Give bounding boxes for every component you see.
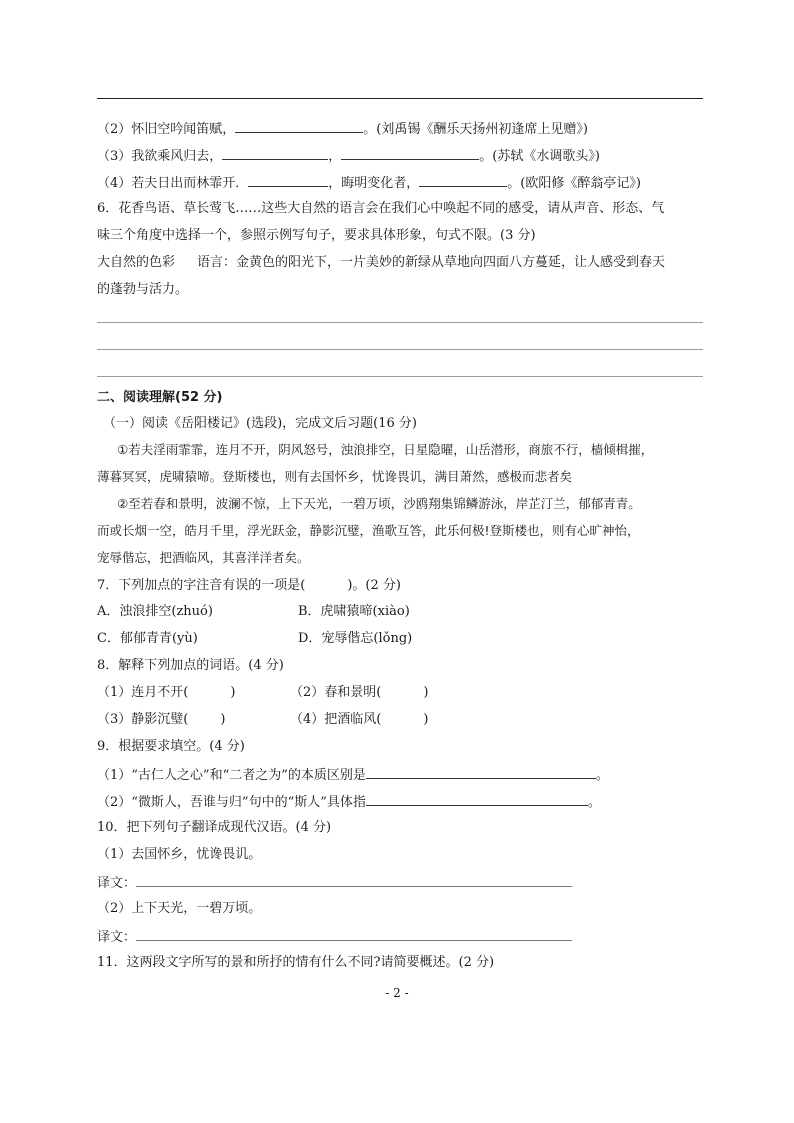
answer-blank[interactable]: [222, 145, 328, 160]
section-2-heading: 二、阅读理解(52 分): [97, 390, 223, 405]
q7-stem: 7．下列加点的字注音有误的一项是( )。(2 分): [97, 578, 401, 593]
q7-option-c: C．郁郁青青(yù): [97, 631, 198, 646]
answer-blank[interactable]: [248, 172, 328, 187]
q9-item-1: （1）“古仁人之心”和“二者之为”的本质区别是 。: [97, 764, 609, 786]
passage-p2-line-2: 而或长烟一空，皓月千里，浮光跃金，静影沉璧，渔歌互答，此乐何极!登斯楼也，则有心旷神怡，: [97, 523, 640, 538]
passage-p2-line-3: 宠辱偕忘，把酒临风，其喜洋洋者矣。: [97, 550, 310, 565]
q10-sentence-1: （1）去国怀乡，忧谗畏讥。: [97, 847, 262, 862]
answer-blank[interactable]: [235, 118, 363, 133]
q5-line-4: （4）若夫日出而林霏开． ，晦明变化者， 。(欧阳修《醉翁亭记》): [97, 172, 641, 194]
answer-blank[interactable]: [366, 791, 588, 806]
q9-stem: 9．根据要求填空。(4 分): [97, 739, 245, 754]
q6-stem-line-1: 6．花香鸟语、草长莺飞……这些大自然的语言会在我们心中唤起不同的感受，请从声音、形态、气: [97, 201, 665, 216]
q10-stem: 10．把下列句子翻译成现代汉语。(4 分): [97, 820, 332, 835]
answer-blank[interactable]: [419, 172, 507, 187]
answer-blank[interactable]: [341, 145, 479, 160]
answer-line[interactable]: [97, 349, 703, 350]
reading-1-intro: （一）阅读《岳阳楼记》(选段)，完成文后习题(16 分): [103, 416, 417, 431]
header-rule: [97, 98, 703, 99]
q8-item-1: （1）连月不开( ): [97, 685, 236, 700]
q8-item-3: （3）静影沉璧( ): [97, 712, 226, 727]
passage-p1-line-2: 薄暮冥冥，虎啸猿啼。登斯楼也，则有去国怀乡，忧谗畏讥，满目萧然，感极而悲者矣: [97, 469, 573, 484]
q11-stem: 11．这两段文字所写的景和所抒的情有什么不同?请简要概述。(2 分): [97, 955, 495, 970]
answer-line[interactable]: [97, 322, 703, 323]
page-number: - 2 -: [385, 986, 409, 1000]
q7-option-b: B．虎啸猿啼(xiào): [298, 604, 410, 619]
answer-blank[interactable]: [366, 764, 596, 779]
q10-sentence-2: （2）上下天光，一碧万顷。: [97, 901, 262, 916]
translation-line[interactable]: [136, 872, 572, 887]
translation-line[interactable]: [136, 926, 572, 941]
answer-line[interactable]: [97, 376, 703, 377]
q5-line-3: （3）我欲乘风归去， ， 。(苏轼《水调歌头》): [97, 145, 600, 167]
q7-option-a: A．浊浪排空(zhuó): [97, 604, 213, 619]
q10-translation-1: 译文：: [97, 872, 572, 894]
q8-stem: 8．解释下列加点的词语。(4 分): [97, 658, 284, 673]
example-label: 大自然的色彩: [97, 255, 176, 270]
passage-p1-line-1: ①若夫淫雨霏霏，连月不开，阴风怒号，浊浪排空，日星隐曜，山岳潜形，商旅不行，樯倾楫摧，: [117, 442, 654, 457]
q8-item-2: （2）春和景明( ): [290, 685, 429, 700]
q10-translation-2: 译文：: [97, 926, 572, 948]
q6-example-line-2: 的蓬勃与活力。: [97, 282, 189, 297]
q8-item-4: （4）把酒临风( ): [290, 712, 429, 727]
q7-option-d: D．宠辱偕忘(lǒng): [298, 631, 413, 646]
example-text: 语言：金黄色的阳光下，一片美妙的新绿从草地向四面八方蔓延，让人感受到春天: [197, 255, 666, 270]
q9-item-2: （2）“微斯人，吾谁与归”句中的“斯人”具体指 。: [97, 791, 601, 813]
q6-example-line-1: [97, 253, 665, 273]
q6-stem-line-2: 味三个角度中选择一个，参照示例写句子，要求具体形象，句式不限。(3 分): [97, 228, 536, 243]
passage-p2-line-1: ②至若春和景明，波澜不惊，上下天光，一碧万顷，沙鸥翔集锦鳞游泳，岸芷汀兰，郁郁青青。: [117, 496, 641, 511]
q5-line-2: （2）怀旧空吟闻笛赋， 。(刘禹锡《酬乐天扬州初逢席上见赠》): [97, 118, 588, 140]
